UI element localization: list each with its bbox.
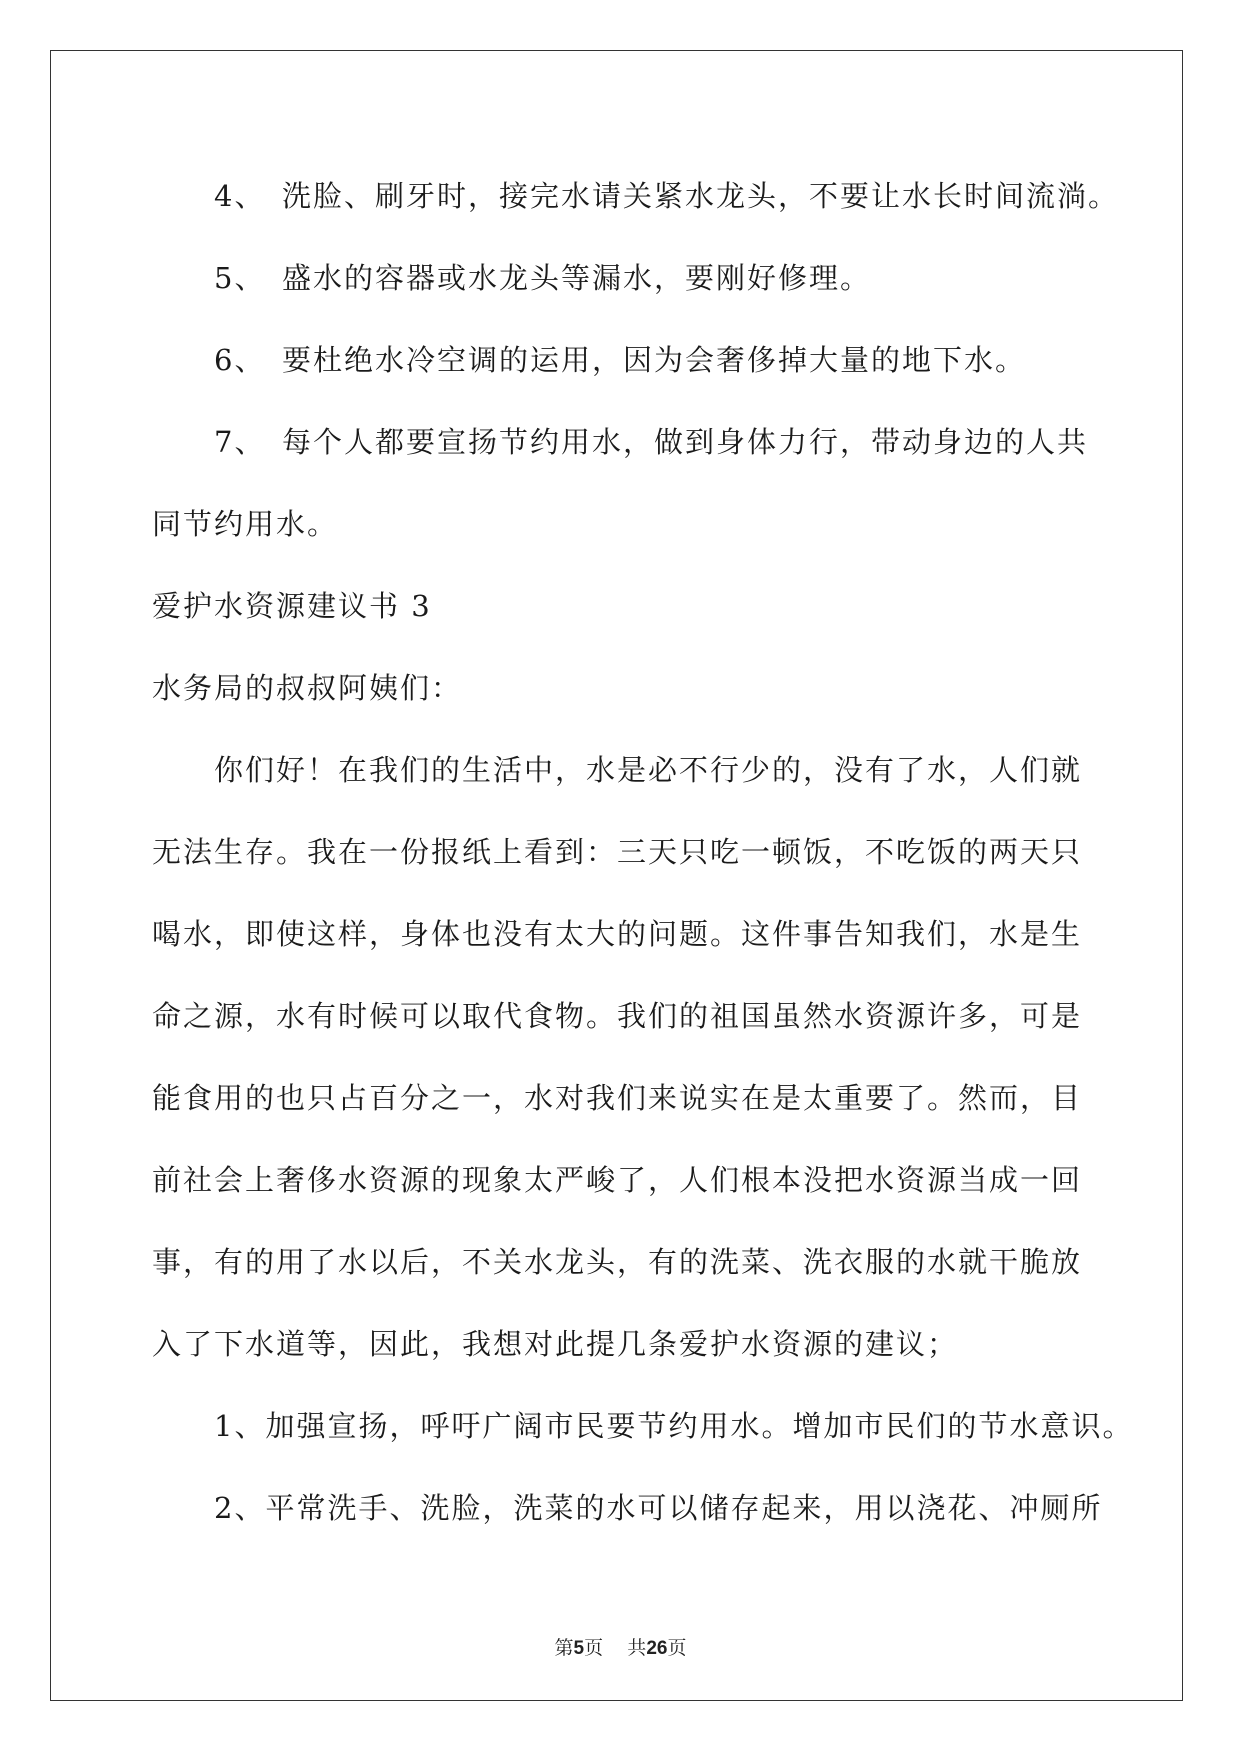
body-line-4: 命之源，水有时候可以取代食物。我们的祖国虽然水资源许多，可是 (152, 999, 1083, 1033)
list-item-7-line-1: 7、 每个人都要宣扬节约用水，做到身体力行，带动身边的人共 (214, 425, 1088, 459)
list-item-5: 5、 盛水的容器或水龙头等漏水，要刚好修理。 (214, 261, 871, 295)
list-item-7-line-2: 同节约用水。 (152, 507, 339, 541)
footer-total-pages: 26 (646, 1638, 668, 1659)
suggestion-2: 2、平常洗手、洗脸，洗菜的水可以储存起来，用以浇花、冲厕所 (214, 1491, 1103, 1525)
list-item-6: 6、 要杜绝水冷空调的运用，因为会奢侈掉大量的地下水。 (214, 343, 1026, 377)
list-item-4: 4、 洗脸、刷牙时，接完水请关紧水龙头，不要让水长时间流淌。 (214, 179, 1119, 213)
body-line-1: 你们好！在我们的生活中，水是必不行少的，没有了水，人们就 (214, 753, 1083, 787)
footer-page-number: 5 (573, 1638, 585, 1659)
footer-page-unit: 页 (584, 1637, 604, 1659)
footer-total-prefix: 共 (627, 1637, 647, 1659)
body-line-8: 入了下水道等，因此，我想对此提几条爱护水资源的建议； (152, 1327, 959, 1361)
body-line-5: 能食用的也只占百分之一，水对我们来说实在是太重要了。然而，目 (152, 1081, 1083, 1115)
footer-prefix: 第 (554, 1637, 574, 1659)
salutation: 水务局的叔叔阿姨们： (152, 671, 463, 705)
body-line-2: 无法生存。我在一份报纸上看到：三天只吃一顿饭，不吃饭的两天只 (152, 835, 1083, 869)
body-line-7: 事，有的用了水以后，不关水龙头，有的洗菜、洗衣服的水就干脆放 (152, 1245, 1083, 1279)
section-title: 爱护水资源建议书 3 (152, 589, 432, 623)
body-line-6: 前社会上奢侈水资源的现象太严峻了，人们根本没把水资源当成一回 (152, 1163, 1083, 1197)
body-line-3: 喝水，即使这样，身体也没有太大的问题。这件事告知我们，水是生 (152, 917, 1083, 951)
footer-total-unit: 页 (667, 1637, 687, 1659)
document-body (152, 155, 1134, 1549)
page-footer (0, 1633, 1241, 1660)
suggestion-1: 1、加强宣扬，呼吁广阔市民要节约用水。增加市民们的节水意识。 (214, 1409, 1134, 1443)
